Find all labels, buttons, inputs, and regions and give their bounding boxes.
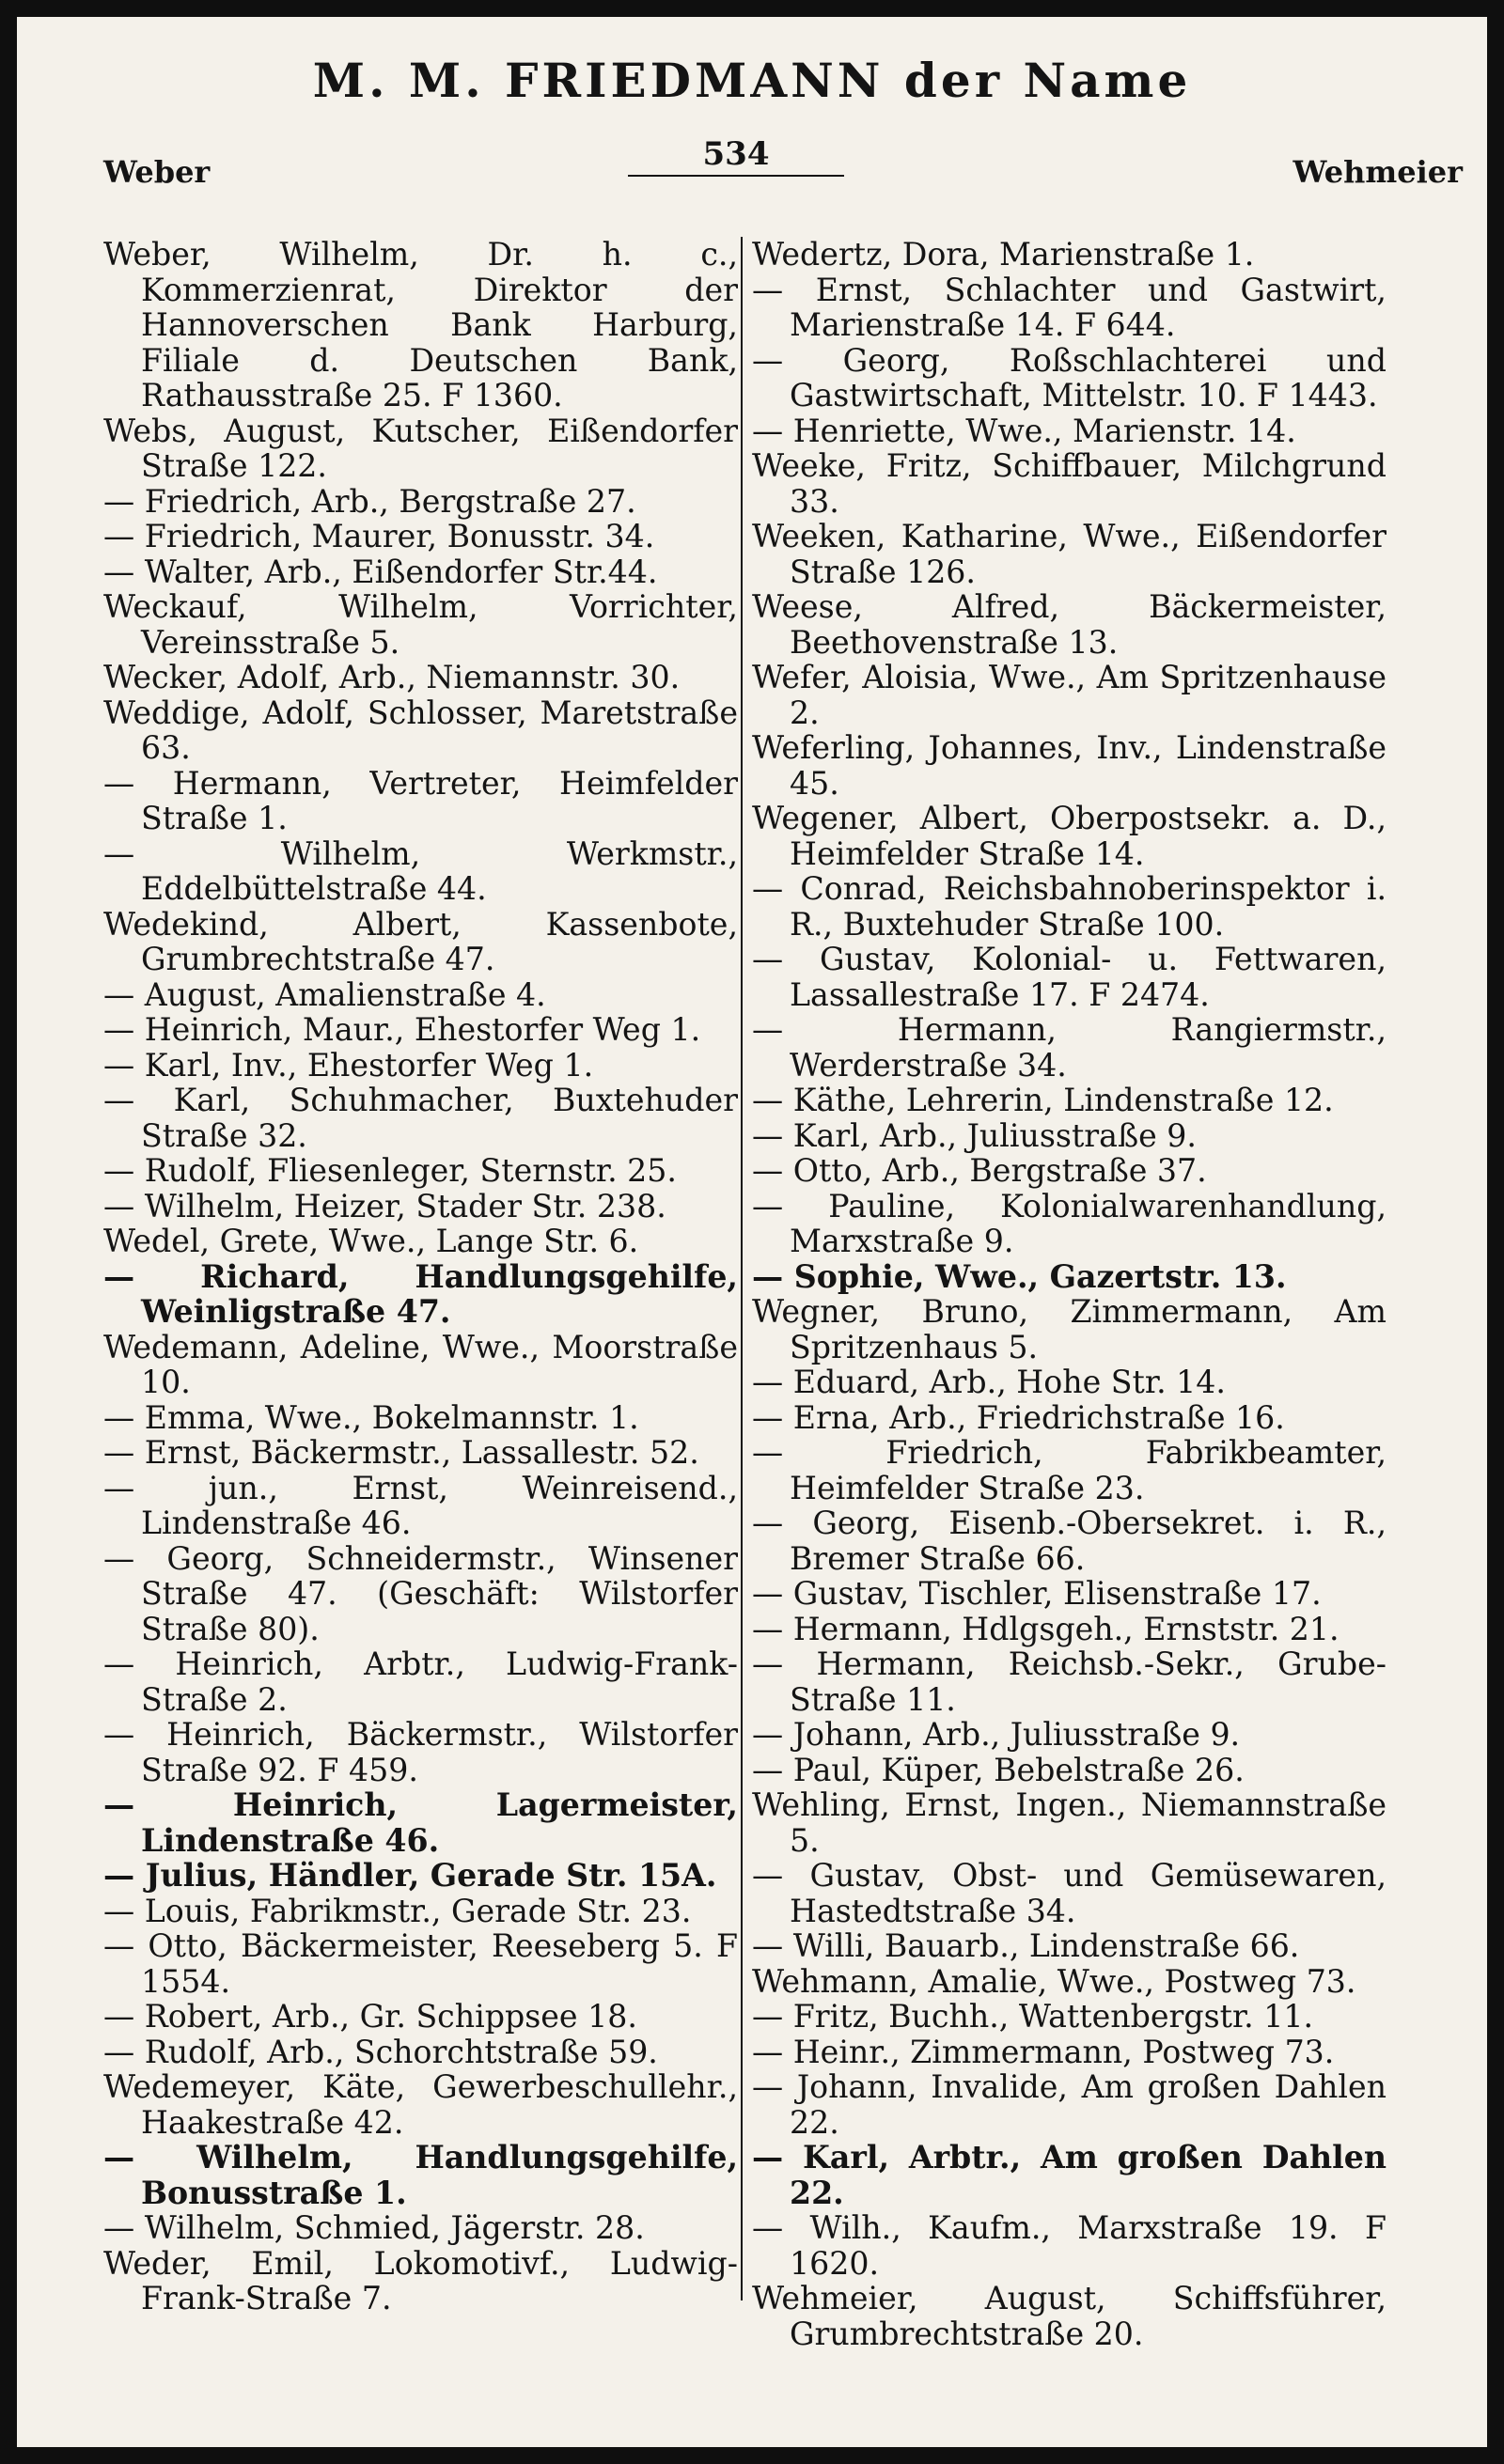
directory-entry: — Wilhelm, Schmied, Jägerstr. 28.	[103, 2209, 645, 2246]
directory-entry: — Heinrich, Maur., Ehestorfer Weg 1.	[103, 1011, 701, 1048]
directory-entry: — Ernst, Schlachter und Gastwirt, Marienstraße 14. F 644.	[752, 271, 1386, 343]
directory-entry: — Georg, Eisenb.-Obersekret. i. R., Bremer Straße 66.	[752, 1505, 1386, 1577]
directory-entry: — Karl, Arb., Juliusstraße 9.	[752, 1116, 1197, 1154]
directory-entry: Wegener, Albert, Oberpostsekr. a. D., Heimfelder Straße 14.	[752, 800, 1386, 872]
directory-entry: — Willi, Bauarb., Lindenstraße 66.	[752, 1927, 1300, 1964]
directory-entry: Wegner, Bruno, Zimmermann, Am Spritzenhaus 5.	[752, 1293, 1386, 1365]
directory-entry: — Hermann, Vertreter, Heimfelder Straße 1.	[103, 764, 738, 836]
left-column	[103, 237, 738, 2316]
directory-entry: — Fritz, Buchh., Wattenbergstr. 11.	[752, 1998, 1314, 2035]
directory-entry: — Pauline, Kolonialwarenhandlung, Marxstraße 9.	[752, 1187, 1386, 1259]
directory-entry: — Hermann, Rangiermstr., Werderstraße 34.	[752, 1011, 1386, 1084]
directory-entry: Webs, August, Kutscher, Eißendorfer Straße 122.	[103, 412, 738, 484]
directory-entry: Weddige, Adolf, Schlosser, Maretstraße 63.	[103, 694, 738, 766]
directory-entry: — Karl, Schuhmacher, Buxtehuder Straße 32.	[103, 1082, 738, 1154]
directory-entry: — Johann, Invalide, Am großen Dahlen 22.	[752, 2068, 1386, 2141]
directory-entry: — Gustav, Obst- und Gemüsewaren, Hastedtstraße 34.	[752, 1857, 1386, 1929]
directory-entry: — Heinrich, Lagermeister, Lindenstraße 46.	[103, 1786, 738, 1859]
guide-word-right: Wehmeier	[1292, 154, 1463, 190]
directory-entry: — Heinrich, Bäckermstr., Wilstorfer Straße 92. F 459.	[103, 1716, 738, 1788]
directory-entry: — Hermann, Reichsb.-Sekr., Grube-Straße 11.	[752, 1645, 1386, 1718]
directory-entry: — Otto, Arb., Bergstraße 37.	[752, 1152, 1207, 1189]
page-number: 534	[628, 135, 844, 177]
guide-word-left: Weber	[103, 154, 211, 190]
directory-entry: Wefer, Aloisia, Wwe., Am Spritzenhause 2.	[752, 659, 1386, 731]
directory-entry: — Friedrich, Fabrikbeamter, Heimfelder Straße 23.	[752, 1434, 1386, 1506]
directory-entry: — jun., Ernst, Weinreisend., Lindenstraße 46.	[103, 1469, 738, 1541]
directory-entry: — Otto, Bäckermeister, Reeseberg 5. F 1554.	[103, 1927, 738, 2000]
directory-entry: — Julius, Händler, Gerade Str. 15A.	[103, 1857, 717, 1894]
directory-entry: — Karl, Inv., Ehestorfer Weg 1.	[103, 1046, 594, 1084]
directory-entry: — Rudolf, Arb., Schorchtstraße 59.	[103, 2033, 658, 2070]
directory-entry: — Georg, Schneidermstr., Winsener Straße 47. (Geschäft: Wilstorfer Straße 80).	[103, 1539, 738, 1647]
directory-entry: — Sophie, Wwe., Gazertstr. 13.	[752, 1257, 1287, 1295]
directory-entry: — Friedrich, Maurer, Bonusstr. 34.	[103, 518, 655, 554]
directory-entry: — Heinrich, Arbtr., Ludwig-Frank-Straße 2.	[103, 1645, 738, 1718]
directory-entry: Weferling, Johannes, Inv., Lindenstraße 45.	[752, 729, 1386, 802]
directory-entry: — August, Amalienstraße 4.	[103, 975, 546, 1013]
directory-entry: — Paul, Küper, Bebelstraße 26.	[752, 1751, 1245, 1788]
column-divider	[741, 237, 743, 2300]
directory-entry: — Johann, Arb., Juliusstraße 9.	[752, 1716, 1241, 1753]
directory-entry: — Henriette, Wwe., Marienstr. 14.	[752, 412, 1296, 449]
directory-entry: Wehmann, Amalie, Wwe., Postweg 73.	[752, 1962, 1356, 2000]
directory-entry: — Wilhelm, Handlungsgehilfe, Bonusstraße 1.	[103, 2139, 738, 2211]
directory-entry: — Ernst, Bäckermstr., Lassallestr. 52.	[103, 1434, 699, 1471]
directory-entry: Wedemeyer, Käte, Gewerbeschullehr., Haakestraße 42.	[103, 2068, 738, 2141]
page-title: M. M. FRIEDMANN der Name	[312, 53, 1192, 108]
directory-entry: Weeken, Katharine, Wwe., Eißendorfer Straße 126.	[752, 518, 1386, 590]
directory-entry: — Georg, Roßschlachterei und Gastwirtschaft, Mittelstr. 10. F 1443.	[752, 341, 1386, 413]
directory-entry: — Robert, Arb., Gr. Schippsee 18.	[103, 1998, 637, 2035]
directory-entry: Wedekind, Albert, Kassenbote, Grumbrechtstraße 47.	[103, 905, 738, 977]
directory-entry: — Eduard, Arb., Hohe Str. 14.	[752, 1364, 1226, 1400]
directory-entry: — Wilh., Kaufm., Marxstraße 19. F 1620.	[752, 2209, 1386, 2282]
directory-entry: Wedemann, Adeline, Wwe., Moorstraße 10.	[103, 1328, 738, 1400]
directory-entry: — Gustav, Kolonial- u. Fettwaren, Lassallestraße 17. F 2474.	[752, 941, 1386, 1013]
directory-entry: Weber, Wilhelm, Dr. h. c., Kommerzienrat, Direktor der Hannoverschen Bank Harburg, Filiale d. Deutschen Bank, Rathausstraße 25. F 1360.	[103, 236, 738, 413]
directory-entry: — Conrad, Reichsbahnoberinspektor i. R., Buxtehuder Straße 100.	[752, 870, 1386, 943]
directory-entry: Wedel, Grete, Wwe., Lange Str. 6.	[103, 1223, 639, 1259]
directory-entry: — Erna, Arb., Friedrichstraße 16.	[752, 1398, 1285, 1436]
directory-entry: Weeke, Fritz, Schiffbauer, Milchgrund 33.	[752, 447, 1386, 520]
directory-page	[17, 17, 1487, 2447]
directory-entry: — Louis, Fabrikmstr., Gerade Str. 23.	[103, 1892, 692, 1929]
directory-entry: Wedertz, Dora, Marienstraße 1.	[752, 236, 1255, 273]
directory-entry: — Heinr., Zimmermann, Postweg 73.	[752, 2033, 1335, 2070]
directory-entry: — Friedrich, Arb., Bergstraße 27.	[103, 482, 636, 520]
directory-entry: Weese, Alfred, Bäckermeister, Beethovenstraße 13.	[752, 588, 1386, 661]
directory-entry: — Hermann, Hdlgsgeh., Ernststr. 21.	[752, 1610, 1340, 1647]
directory-entry: — Richard, Handlungsgehilfe, Weinligstraße 47.	[103, 1257, 738, 1330]
directory-entry: Wehmeier, August, Schiffsführer, Grumbrechtstraße 20.	[752, 2280, 1386, 2352]
directory-entry: Weckauf, Wilhelm, Vorrichter, Vereinsstraße 5.	[103, 588, 738, 661]
directory-entry: Weder, Emil, Lokomotivf., Ludwig-Frank-Straße 7.	[103, 2244, 738, 2316]
directory-entry: — Karl, Arbtr., Am großen Dahlen 22.	[752, 2139, 1386, 2211]
directory-entry: — Rudolf, Fliesenleger, Sternstr. 25.	[103, 1152, 677, 1189]
directory-entry: — Gustav, Tischler, Elisenstraße 17.	[752, 1575, 1322, 1612]
directory-entry: — Walter, Arb., Eißendorfer Str.44.	[103, 553, 658, 590]
directory-entry: — Emma, Wwe., Bokelmannstr. 1.	[103, 1398, 639, 1436]
directory-entry: Wecker, Adolf, Arb., Niemannstr. 30.	[103, 659, 681, 695]
right-column	[752, 237, 1386, 2351]
directory-entry: Wehling, Ernst, Ingen., Niemannstraße 5.	[752, 1786, 1386, 1859]
directory-entry: — Käthe, Lehrerin, Lindenstraße 12.	[752, 1082, 1334, 1118]
directory-entry: — Wilhelm, Heizer, Stader Str. 238.	[103, 1187, 666, 1224]
directory-entry: — Wilhelm, Werkmstr., Eddelbüttelstraße 44.	[103, 834, 738, 907]
